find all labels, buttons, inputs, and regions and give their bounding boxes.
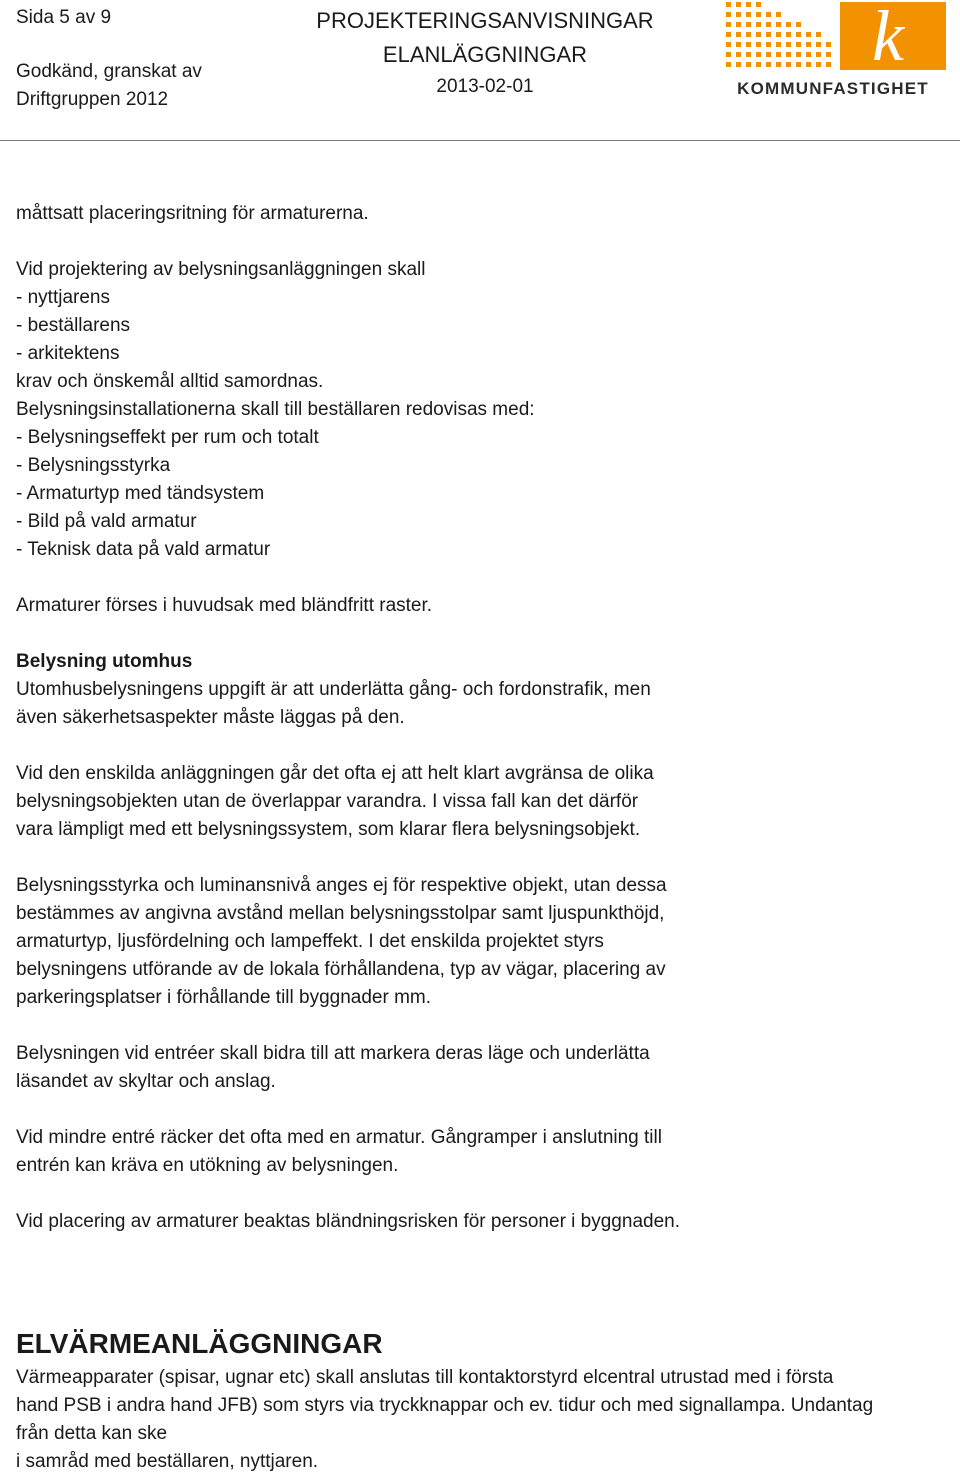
paragraph-line: Vid den enskilda anläggningen går det ofta ej att helt klart avgränsa de olika (16, 763, 654, 784)
approved-line-1: Godkänd, granskat av (16, 61, 202, 82)
document-date: 2013-02-01 (436, 76, 534, 97)
paragraph-line: entrén kan kräva en utökning av belysningen. (16, 1155, 399, 1176)
approved-line-2: Driftgruppen 2012 (16, 89, 169, 110)
paragraph-line: Belysningen vid entréer skall bidra till att markera deras läge och underlätta (16, 1043, 650, 1064)
header-divider (0, 140, 960, 141)
paragraph: Vid projektering av belysningsanläggningen skall (16, 259, 426, 280)
list-item: - Bild på vald armatur (16, 511, 197, 532)
chapter-heading: ELVÄRMEANLÄGGNINGAR (16, 1328, 383, 1359)
page-number: Sida 5 av 9 (16, 7, 112, 28)
paragraph: måttsatt placeringsritning för armaturerna. (16, 203, 369, 224)
document-title: PROJEKTERINGSANVISNINGAR (316, 8, 654, 33)
document-body (16, 200, 946, 1476)
kommunfastighet-logo (718, 0, 948, 100)
logo-letter: k (872, 0, 904, 76)
list-item: - nyttjarens (16, 287, 110, 308)
paragraph-line: i samråd med beställaren, nyttjaren. (16, 1451, 319, 1472)
paragraph-line: Utomhusbelysningens uppgift är att underlätta gång- och fordonstrafik, men (16, 679, 651, 700)
list-item: - Belysningseffekt per rum och totalt (16, 427, 319, 448)
paragraph-line: Vid mindre entré räcker det ofta med en armatur. Gångramper i anslutning till (16, 1127, 662, 1148)
logo-wordmark: KOMMUNFASTIGHET (737, 79, 929, 98)
document-subtitle: ELANLÄGGNINGAR (382, 42, 588, 67)
paragraph-line: bestämmes av angivna avstånd mellan belysningsstolpar samt ljuspunkthöjd, (16, 903, 665, 924)
list-item: - Armaturtyp med tändsystem (16, 483, 265, 504)
paragraph-line: Belysningsstyrka och luminansnivå anges ej för respektive objekt, utan dessa (16, 875, 667, 896)
paragraph-line: hand PSB i andra hand JFB) som styrs via tryckknappar och ev. tidur och med signallampa. Undantag (16, 1395, 874, 1416)
paragraph: Belysningsinstallationerna skall till beställaren redovisas med: (16, 399, 535, 420)
paragraph: Vid placering av armaturer beaktas bländningsrisken för personer i byggnaden. (16, 1211, 680, 1232)
list-item: - beställarens (16, 315, 131, 336)
list-item: - arkitektens (16, 343, 120, 364)
paragraph: Armaturer förses i huvudsak med bländfritt raster. (16, 595, 433, 616)
paragraph-line: armaturtyp, ljusfördelning och lampeffekt. I det enskilda projektet styrs (16, 931, 604, 952)
list-item: - Belysningsstyrka (16, 455, 171, 476)
paragraph-line: från detta kan ske (16, 1423, 168, 1444)
paragraph-line: belysningens utförande av de lokala förhållandena, typ av vägar, placering av (16, 959, 666, 980)
list-item: - Teknisk data på vald armatur (16, 539, 271, 560)
paragraph: krav och önskemål alltid samordnas. (16, 371, 324, 392)
paragraph-line: parkeringsplatser i förhållande till byggnader mm. (16, 987, 432, 1008)
paragraph-line: Värmeapparater (spisar, ugnar etc) skall anslutas till kontaktorstyrd elcentral utrustad med i första (16, 1367, 834, 1388)
paragraph-line: läsandet av skyltar och anslag. (16, 1071, 276, 1092)
header-title-block (285, 4, 685, 102)
paragraph-line: även säkerhetsaspekter måste läggas på den. (16, 707, 405, 728)
header-meta (16, 4, 202, 114)
section-heading: Belysning utomhus (16, 651, 193, 672)
paragraph-line: belysningsobjekten utan de överlappar varandra. I vissa fall kan det därför (16, 791, 639, 812)
paragraph-line: vara lämpligt med ett belysningssystem, som klarar flera belysningsobjekt. (16, 819, 641, 840)
logo-dot-grid (726, 2, 831, 67)
